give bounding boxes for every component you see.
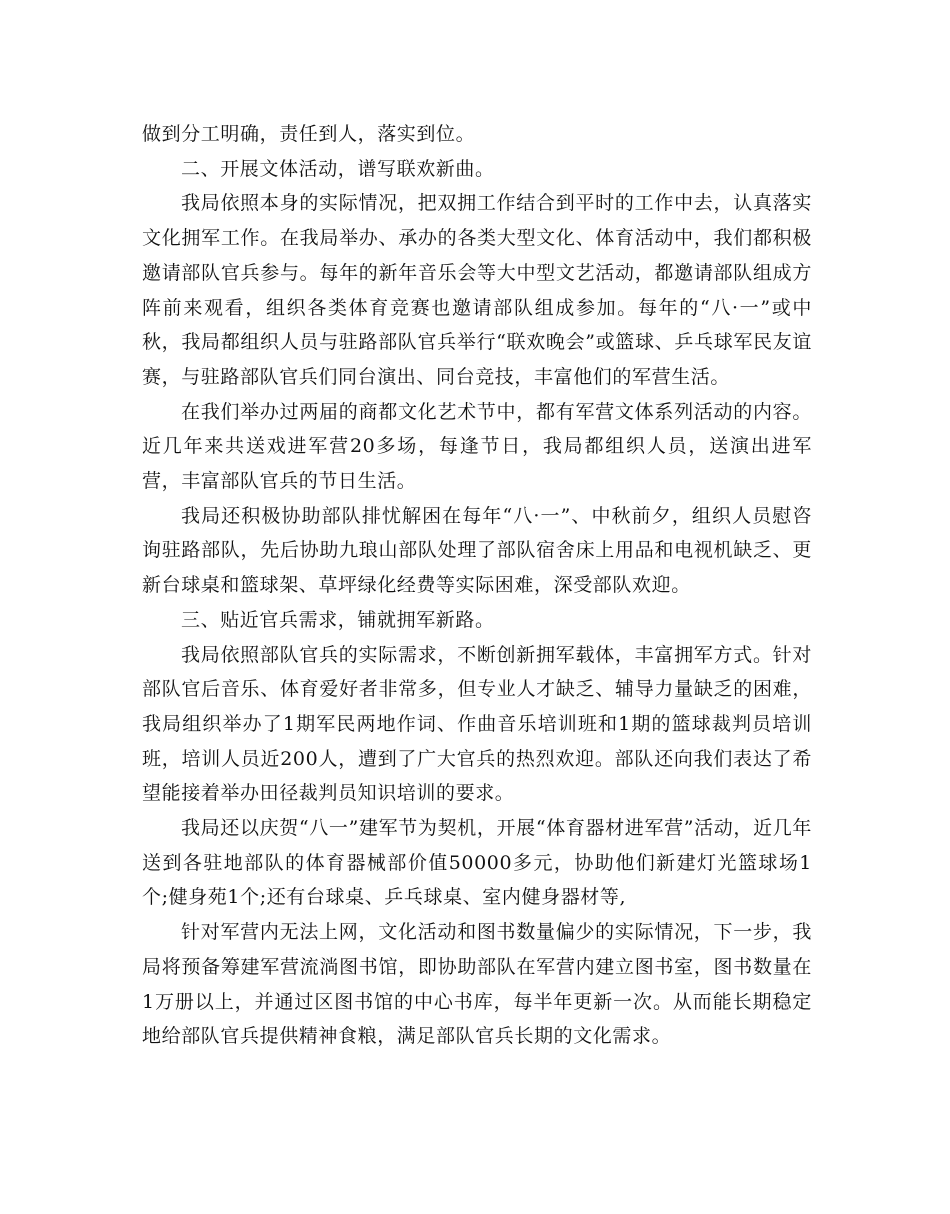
paragraph: 针对军营内无法上网，文化活动和图书数量偏少的实际情况，下一步，我局将预备筹建军营流淌图书馆，即协助部队在军营内建立图书室，图书数量在1万册以上，并通过区图书馆的中心书库，每半年更新一次。从而能长期稳定地给部队官兵提供精神食粮，满足部队官兵长期的文化需求。: [142, 921, 812, 1048]
document-body: [142, 117, 812, 1054]
section-heading-2: 二、开展文体活动，谱写联欢新曲。: [181, 157, 495, 180]
section-heading-3: 三、贴近官兵需求，铺就拥军新路。: [181, 608, 495, 631]
paragraph: 我局还以庆贺“八一”建军节为契机，开展“体育器材进军营”活动，近几年送到各驻地部队的体育器械部价值50000多元，协助他们新建灯光篮球场1个;健身苑1个;还有台球桌、乒乓球桌、室内健身器材等,: [142, 817, 812, 909]
paragraph: 在我们举办过两届的商都文化艺术节中，都有军营文体系列活动的内容。近几年来共送戏进军营20多场，每逢节日，我局都组织人员，送演出进军营，丰富部队官兵的节日生活。: [142, 400, 812, 493]
paragraph-continuation: 做到分工明确，责任到人，落实到位。: [142, 123, 476, 145]
paragraph: 我局还积极协助部队排忧解困在每年“八·一”、中秋前夕，组织人员慰咨询驻路部队，先后协助九琅山部队处理了部队宿舍床上用品和电视机缺乏、更新台球桌和篮球架、草坪绿化经费等实际困难，深受部队欢迎。: [142, 504, 812, 597]
paragraph: 我局依照部队官兵的实际需求，不断创新拥军载体，丰富拥军方式。针对部队官后音乐、体育爱好者非常多，但专业人才缺乏、辅导力量缺乏的困难，我局组织举办了1期军民两地作词、作曲音乐培训班和1期的篮球裁判员培训班，培训人员近200人，遭到了广大官兵的热烈欢迎。部队还向我们表达了希望能接着举办田径裁判员知识培训的要求。: [142, 643, 812, 805]
paragraph: 我局依照本身的实际情况，把双拥工作结合到平时的工作中去，认真落实文化拥军工作。在我局举办、承办的各类大型文化、体育活动中，我们都积极邀请部队官兵参与。每年的新年音乐会等大中型文艺活动，都邀请部队组成方阵前来观看，组织各类体育竞赛也邀请部队组成参加。每年的“八·一”或中秋，我局都组织人员与驻路部队官兵举行“联欢晚会”或篮球、乒乓球军民友谊赛，与驻路部队官兵们同台演出、同台竞技，丰富他们的军营生活。: [142, 192, 812, 388]
